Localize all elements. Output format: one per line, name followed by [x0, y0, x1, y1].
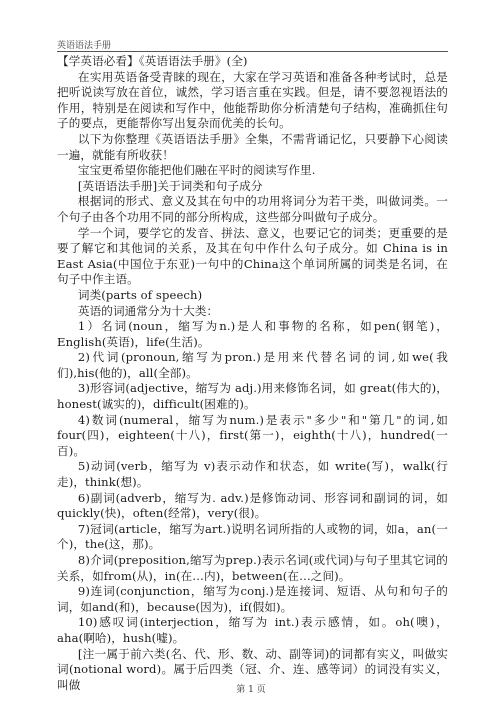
- paragraph-note: 宝宝更希望你能把他们融在平时的阅读写作里.: [77, 163, 316, 178]
- paragraph-definition: 根据词的形式、意义及其在句中的功用将词分为若干类，叫做词类。一个句子由各个功用不同的部分所构成，这些部分叫做句子成分。: [57, 194, 448, 224]
- list-item-preposition: 8)介词(preposition,缩写为prep.)表示名词(或代词)与句子里其它词的关系，如from(从)，in(在…内)，between(在…之间)。: [57, 553, 448, 583]
- list-item-verb: 5)动词(verb，缩写为 v)表示动作和状态，如 write(写)，walk(行走)，think(想)。: [57, 459, 448, 490]
- paragraph-summary: 以下为你整理《英语语法手册》全集，不需背诵记忆，只要静下心阅读一遍，就能有所收获！: [57, 131, 448, 162]
- list-item-numeral: 4)数词(numeral，缩写为num.)是表示"多少"和"第几"的词,如four(四)，eighteen(十八)，first(第一)，eighth(十八)，hundred(一百)。: [57, 412, 448, 458]
- list-item-conjunction: 9)连词(conjunction，缩写为conj.)是连接词、短语、从句和句子的词，如and(和)，because(因为)，if(假如)。: [57, 584, 448, 614]
- page-number: 第 1 页: [236, 685, 266, 695]
- list-item-interjection: 10)感叹词(interjection，缩写为 int.)表示感情，如。oh(噢)，aha(啊哈)，hush(嘘)。: [57, 615, 448, 645]
- list-item-noun: 1）名词(noun，缩写为n.)是人和事物的名称，如pen(钢笔)，English(英语)，life(生活)。: [57, 319, 448, 349]
- list-item-adverb: 6)副词(adverb，缩写为. adv.)是修饰动词、形容词和副词的词，如quickly(快)，often(经常)，very(很)。: [57, 490, 448, 521]
- header-divider: [57, 51, 448, 52]
- paragraph-example: 学一个词，要学它的发音、拼法、意义，也要记它的词类；更重要的是要了解它和其他词的关系，及其在句中作什么句子成分。如 China is in East Asia(中国位于东亚)一句中的China这个单词所属的词类是名词，在句子中作主语。: [57, 225, 448, 287]
- list-item-pronoun: 2)代词(pronoun,缩写为pron.)是用来代替名词的词,如we(我们),his(他的)，all(全部)。: [57, 350, 448, 380]
- paragraph-footnote: [注一属于前六类(名、代、形、数、动、副等词)的词都有实义，叫做实词(notional word)。属于后四类（冠、介、连、感等词）的词没有实义，叫做: [57, 646, 448, 692]
- running-header: 英语语法手册: [57, 41, 112, 51]
- paragraph-intro: 在实用英语备受青睐的现在，大家在学习英语和准备各种考试时，总是把听说读写放在首位，诚然，学习语言重在实践。但是，请不要忽视语法的作用，特别是在阅读和写作中，他能帮助你分析清楚句子结构，准确抓住句子的要点，更能帮你写出复杂而优美的长句。: [57, 69, 448, 131]
- subsection-heading: 词类(parts of speech): [77, 287, 203, 302]
- list-item-article: 7)冠词(article，缩写为art.)说明名词所指的人或物的词，如a，an(一个)，the(这，那)。: [57, 521, 448, 552]
- title-line: 【学英语必看】《英语语法手册》(全): [57, 54, 248, 68]
- list-item-adjective: 3)形容词(adjective，缩写为 adj.)用来修饰名词，如 great(伟大的)，honest(诚实的)，difficult(困难的)。: [57, 381, 448, 412]
- document-body: [57, 54, 448, 693]
- paragraph-list-intro: 英语的词通常分为十大类：: [77, 303, 219, 318]
- section-heading: [英语语法手册]关于词类和句子成分: [77, 178, 263, 193]
